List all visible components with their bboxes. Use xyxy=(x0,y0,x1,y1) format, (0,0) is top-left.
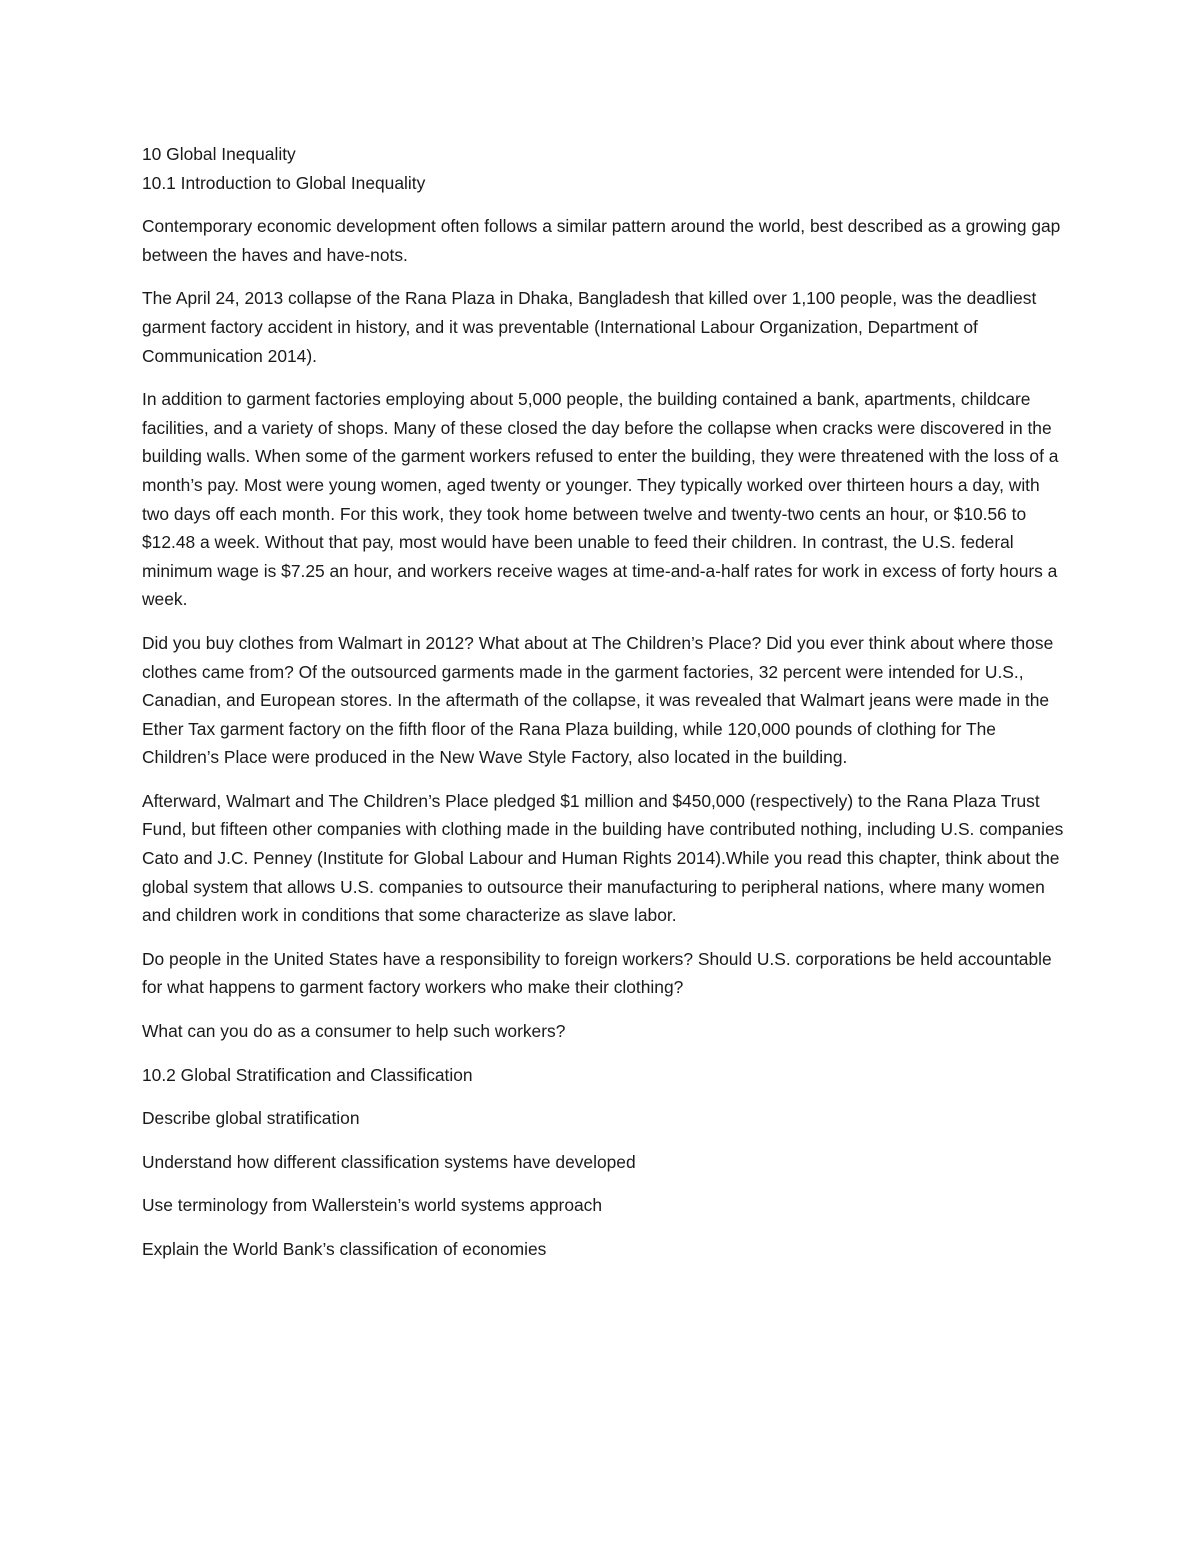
paragraph-responsibility: Do people in the United States have a responsibility to foreign workers? Should U.S. corporations be held accountable for what happens to garment factory workers who make their clothing? xyxy=(142,948,1052,998)
section-title-intro: 10.1 Introduction to Global Inequality xyxy=(142,172,426,193)
objective-item: Describe global stratification xyxy=(142,1108,360,1129)
paragraph-rana-plaza: The April 24, 2013 collapse of the Rana Plaza in Dhaka, Bangladesh that killed over 1,100 people, was the deadliest garment factory accident in history, and it was preventable (International Labour Organization, Department of Communication 2014). xyxy=(142,288,1037,366)
document-body xyxy=(142,140,1064,1279)
objective-item: Use terminology from Wallerstein’s world systems approach xyxy=(142,1195,603,1216)
paragraph-intro: Contemporary economic development often follows a similar pattern around the world, best described as a growing gap between the haves and have-nots. xyxy=(142,216,1061,265)
objective-item: Understand how different classification systems have developed xyxy=(142,1151,636,1172)
chapter-title: 10 Global Inequality xyxy=(142,144,296,164)
paragraph-walmart-questions: Did you buy clothes from Walmart in 2012? What about at The Children’s Place? Did you ever think about where those clothes came from? Of the outsourced garments made in the garment factories, 32 percent were intended for U.S., Canadian, and European stores. In the aftermath of the collapse, it was revealed that Walmart jeans were made in the Ether Tax garment factory on the fifth floor of the Rana Plaza building, while 120,000 pounds of clothing for The Children’s Place were produced in the New Wave Style Factory, also located in the building. xyxy=(142,632,1054,768)
section-title-stratification: 10.2 Global Stratification and Classification xyxy=(142,1064,473,1085)
paragraph-factory-conditions: In addition to garment factories employing about 5,000 people, the building contained a bank, apartments, childcare facilities, and a variety of shops. Many of these closed the day before the collapse when cracks were discovered in the building walls. When some of the garment workers refused to enter the building, they were threatened with the loss of a month’s pay. Most were young women, aged twenty or younger. They typically worked over thirteen hours a day, with two days off each month. For this work, they took home between twelve and twenty-two cents an hour, or $10.56 to $12.48 a week. Without that pay, most would have been unable to feed their children. In contrast, the U.S. federal minimum wage is $7.25 an hour, and workers receive wages at time-and-a-half rates for work in excess of forty hours a week. xyxy=(142,389,1059,610)
paragraph-trust-fund: Afterward, Walmart and The Children’s Place pledged $1 million and $450,000 (respectively) to the Rana Plaza Trust Fund, but fifteen other companies with clothing made in the building have contributed nothing, including U.S. companies Cato and J.C. Penney (Institute for Global Labour and Human Rights 2014).While you read this chapter, think about the global system that allows U.S. companies to outsource their manufacturing to peripheral nations, where many women and children work in conditions that some characterize as slave labor. xyxy=(142,790,1064,926)
paragraph-consumer: What can you do as a consumer to help such workers? xyxy=(142,1021,566,1042)
objective-item: Explain the World Bank’s classification of economies xyxy=(142,1239,547,1259)
